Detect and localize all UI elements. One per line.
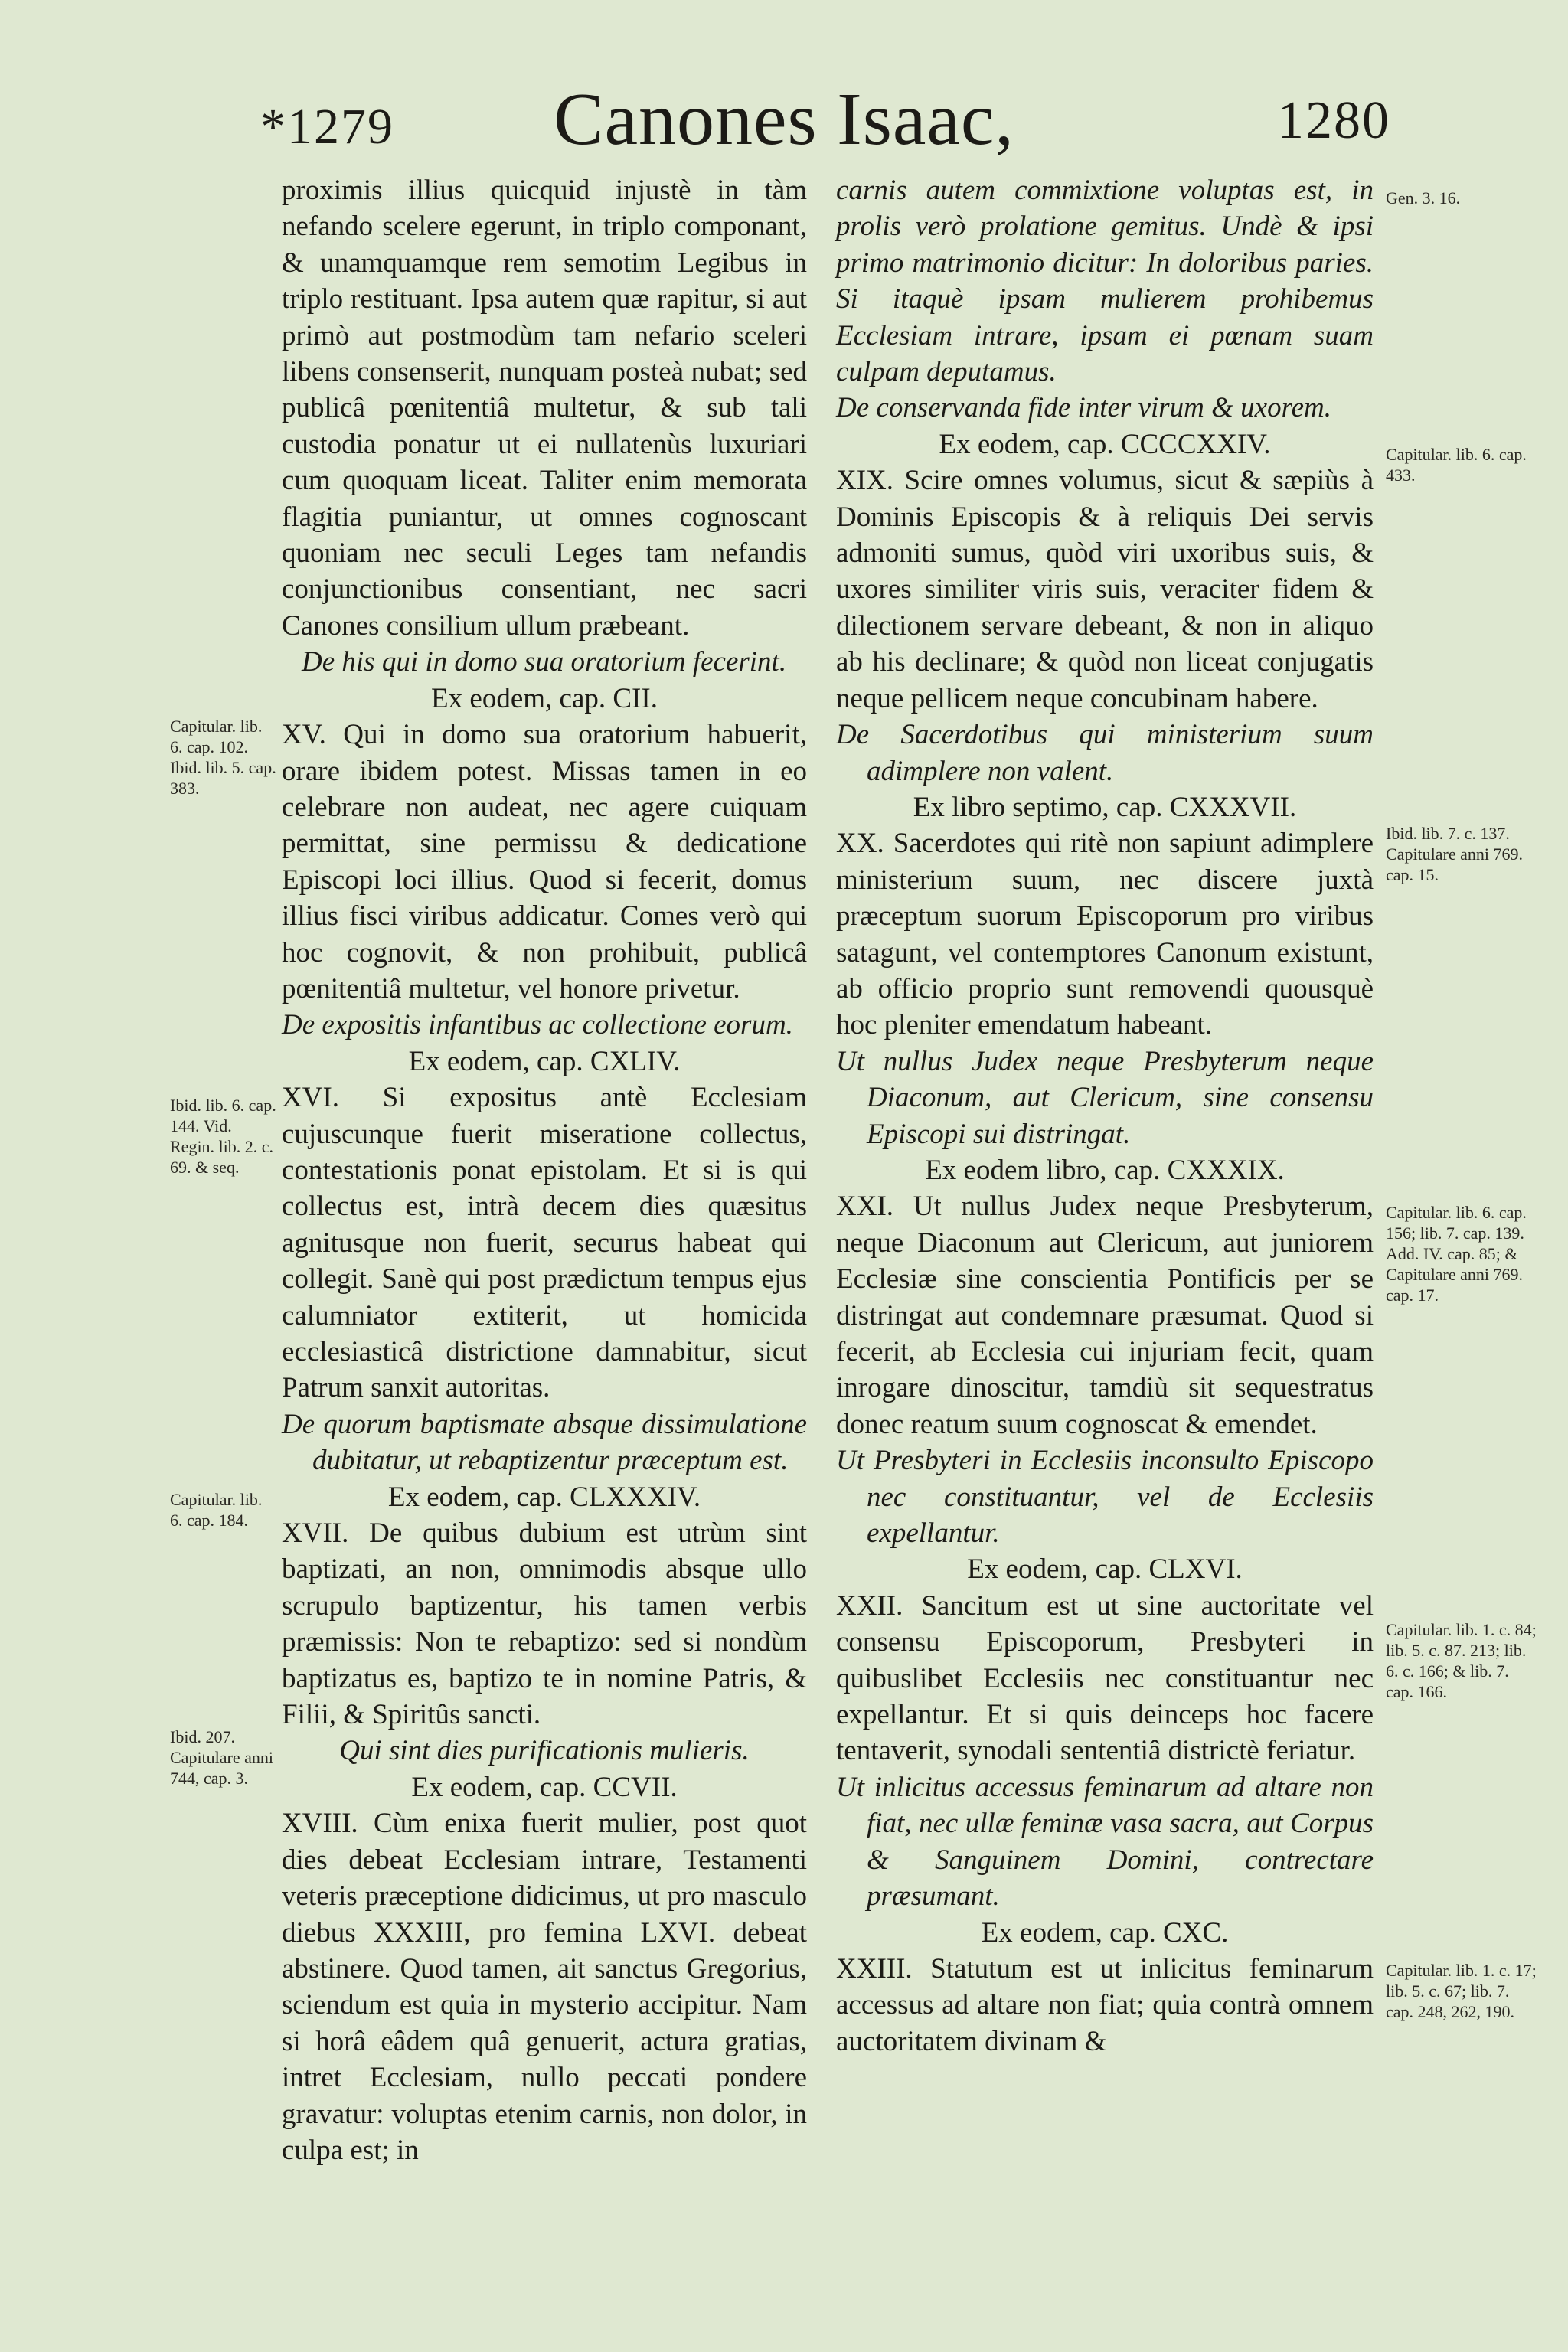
source-line: Ex eodem libro, cap. CXXXIX.: [925, 1154, 1285, 1186]
paragraph: proximis illius quicquid injustè in tàm nefando scelere egerunt, in triplo componant, & unamquamque rem semotim Legibus in triplo restituant. Ipsa autem quæ rapitur, si aut primò aut postmodùm tam nefario sceleri libens consenserit, nunquam posteà nubat; sed publicâ pœnitentiâ multetur, & sub tali custodia ponatur ut ei nullatenùs luxuriari cum quoquam liceat. Taliter enim memorata flagitia puniantur, ut omnes cognoscant quoniam nec seculi Leges tam nefandis conjunctionibus consentiant, nec sacri Canones consilium ullum præbeant.: [282, 175, 807, 642]
source-line: Ex eodem, cap. CXC.: [981, 1916, 1229, 1949]
margin-note-left: Capitular. lib. 6. cap. 102. Ibid. lib. 5. cap. 383.: [170, 717, 276, 798]
section-title: Ut nullus Judex neque Presbyterum neque Diaconum, aut Clericum, sine consensu Episcopi sui distringat.: [836, 1045, 1374, 1150]
canon-paragraph: XVII. De quibus dubium est utrùm sint baptizati, an non, omnimodis absque ullo scrupulo baptizentur, his tamen verbis præmissis: Non te rebaptizo: sed si nondùm baptizatus es, baptizo te in nomine Patris, & Filii, & Spiritûs sancti.: [282, 1517, 807, 1731]
source-line: Ex libro septimo, cap. CXXXVII.: [913, 791, 1297, 823]
text-column-right: [836, 172, 1374, 2060]
margin-note-right: Capitular. lib. 1. c. 84; lib. 5. c. 87. 213; lib. 6. c. 166; & lib. 7. cap. 166.: [1386, 1620, 1537, 1701]
section-title: Ut Presbyteri in Ecclesiis inconsulto Episcopo nec constituantur, vel de Ecclesiis expellantur.: [836, 1445, 1374, 1550]
source-line: Ex eodem, cap. CLXXXIV.: [387, 1481, 701, 1513]
source-line: Ex eodem, cap. CII.: [431, 682, 658, 714]
section-title: De conservanda fide inter virum & uxorem.: [836, 392, 1332, 424]
canon-paragraph: XXII. Sancitum est ut sine auctoritate vel consensu Episcoporum, Presbyteri in quibuslibet Ecclesiis nec constituantur nec expellantur. Et si quis deinceps hoc facere tentaverit, synodali sententiâ districtè feriatur.: [836, 1589, 1374, 1767]
margin-note-right: Capitular. lib. 1. c. 17; lib. 5. c. 67; lib. 7. cap. 248, 262, 190.: [1386, 1961, 1537, 2021]
canon-paragraph: XVI. Si expositus antè Ecclesiam cujuscunque fuerit miseratione collectus, contestationis ponat epistolam. Et si is qui collectus est, intrà decem dies quæsitus agnitusque non fuerit, securus habeat qui collegit. Sanè qui post prædictum tempus ejus calumniator extiterit, ut homicida ecclesiasticâ districtione damnabitur, sicut Patrum sanxit autoritas.: [282, 1082, 807, 1404]
section-title: De his qui in domo sua oratorium fecerint.: [302, 646, 787, 678]
section-title: Ut inlicitus accessus feminarum ad altare non fiat, nec ullæ feminæ vasa sacra, aut Corpus & Sanguinem Domini, contrectare præsumant.: [836, 1771, 1374, 1913]
section-title: Qui sint dies purificationis mulieris.: [339, 1735, 750, 1767]
canon-paragraph: XIX. Scire omnes volumus, sicut & sæpiùs à Dominis Episcopis & à reliquis Dei servis admoniti sumus, quòd viri uxoribus suis, & uxores similiter viris suis, veraciter fidem & dilectionem servare debeant, & non in aliquo ab his declinare; & quòd non liceat conjugatis neque pellicem neque concubinam habere.: [836, 465, 1374, 714]
canon-paragraph: XXIII. Statutum est ut inlicitus feminarum accessus ad altare non fiat; quia contrà omnem auctoritatem divinam &: [836, 1952, 1374, 2057]
section-title: De Sacerdotibus qui ministerium suum adimplere non valent.: [836, 719, 1374, 787]
canon-paragraph: XV. Qui in domo sua oratorium habuerit, orare ibidem potest. Missas tamen in eo celebrare non audeat, nec agere cuiquam permittat, sine permissu & dedicatione Episcopi loci illius. Quod si fecerit, domus illius fisci viribus addicatur. Comes verò qui hoc cognovit, & non prohibuit, publicâ pœnitentiâ multetur, vel honore privetur.: [282, 719, 807, 1004]
text-column-left: [282, 172, 807, 2168]
margin-note-left: Ibid. 207. Capitulare anni 744, cap. 3.: [170, 1727, 274, 1788]
page-number-right: 1280: [1277, 91, 1390, 150]
section-title: De quorum baptismate absque dissimulatione dubitatur, ut rebaptizentur præceptum est.: [282, 1408, 807, 1477]
source-line: Ex eodem, cap. CXLIV.: [408, 1045, 681, 1077]
canon-paragraph: XX. Sacerdotes qui ritè non sapiunt adimplere ministerium suum, nec discere juxtà præceptum suorum Episcoporum pro viribus satagunt, vel contemptores Canonum existunt, ab officio proprio sunt removendi quousquè hoc pleniter emendatum habeant.: [836, 828, 1374, 1041]
source-line: Ex eodem, cap. CCCCXXIV.: [939, 428, 1271, 460]
margin-note-right: Ibid. lib. 7. c. 137. Capitulare anni 769. cap. 15.: [1386, 824, 1524, 884]
margin-note-right: Capitular. lib. 6. cap. 156; lib. 7. cap. 139. Add. IV. cap. 85; & Capitulare anni 769. cap. 17.: [1386, 1203, 1527, 1305]
margin-note-left: Capitular. lib. 6. cap. 184.: [170, 1490, 263, 1530]
margin-note-left: Ibid. lib. 6. cap. 144. Vid. Regin. lib. 2. c. 69. & seq.: [170, 1096, 276, 1177]
canon-paragraph: XXI. Ut nullus Judex neque Presbyterum, neque Diaconum aut Clericum, aut juniorem Ecclesiæ sine conscientia Pontificis per se distringat aut condemnare præsumat. Quod si fecerit, ab Ecclesia cui injuriam fecit, quam inrogare dinoscitur, tamdiù sit sequestratus donec reatum suum cognoscat & emendet.: [836, 1191, 1374, 1440]
source-line: Ex eodem, cap. CCVII.: [411, 1771, 678, 1803]
margin-note-right: Gen. 3. 16.: [1386, 188, 1461, 207]
paragraph: carnis autem commixtione voluptas est, in prolis verò prolatione gemitus. Undè & ipsi primo matrimonio dicitur: In doloribus paries. Si itaquè ipsam mulierem prohibemus Ecclesiam intrare, ipsam ei pœnam suam culpam deputamus.: [836, 175, 1374, 388]
page-number-left: *1279: [260, 99, 394, 155]
canon-paragraph: XVIII. Cùm enixa fuerit mulier, post quot dies debeat Ecclesiam intrare, Testamenti veteris præceptione didicimus, ut pro masculo diebus XXXIII, pro femina LXVI. debeat abstinere. Quod tamen, ait sanctus Gregorius, sciendum est quia in mysterio accipitur. Nam si horâ eâdem quâ genuerit, actura gratias, intret Ecclesiam, nullo peccati pondere gravatur: voluptas etenim carnis, non dolor, in culpa est; in: [282, 1808, 807, 2166]
section-title: De expositis infantibus ac collectione eorum.: [282, 1009, 793, 1041]
margin-note-right: Capitular. lib. 6. cap. 433.: [1386, 445, 1527, 485]
source-line: Ex eodem, cap. CLXVI.: [967, 1553, 1243, 1586]
page-title: Canones Isaac,: [554, 78, 1014, 161]
running-header: [0, 61, 1568, 161]
